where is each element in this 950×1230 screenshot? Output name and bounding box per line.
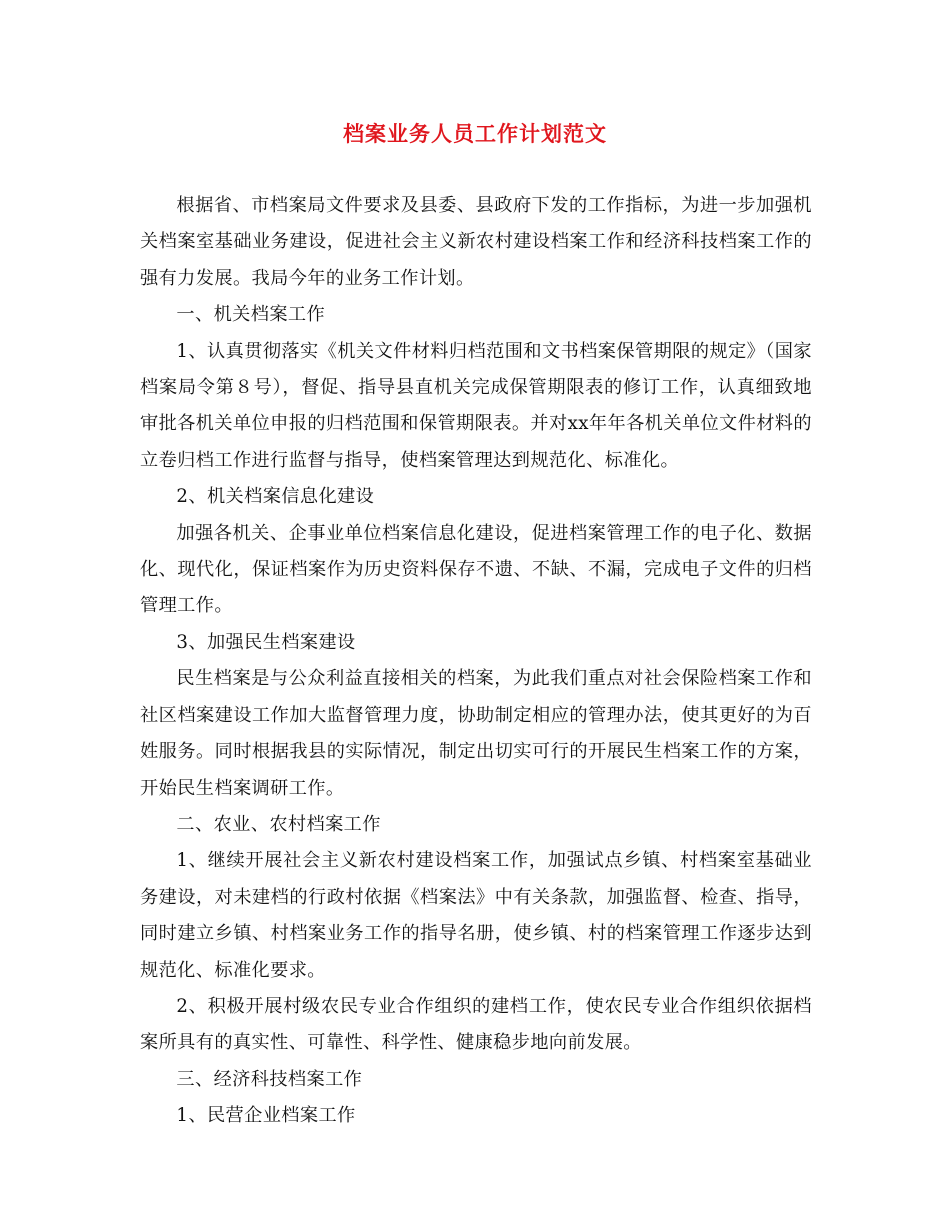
- paragraph-2-1: 1、继续开展社会主义新农村建设档案工作，加强试点乡镇、村档案室基础业务建设，对未建档的行政村依据《档案法》中有关条款，加强监督、检查、指导，同时建立乡镇、村档案业务工作的指导名册，使乡镇、村的档案管理工作逐步达到规范化、标准化要求。: [140, 850, 812, 981]
- paragraph-1-1: 1、认真贯彻落实《机关文件材料归档范围和文书档案保管期限的规定》（国家档案局令第８号），督促、指导县直机关完成保管期限表的修订工作，认真细致地审批各机关单位申报的归档范围和保管期限表。并对xx年年各机关单位文件材料的立卷归档工作进行监督与指导，使档案管理达到规范化、标准化。: [140, 340, 812, 471]
- section-heading-3: 三、经济科技档案工作: [176, 1068, 363, 1090]
- paragraph-1-2: 加强各机关、企事业单位档案信息化建设，促进档案管理工作的电子化、数据化、现代化，保证档案作为历史资料保存不遗、不缺、不漏，完成电子文件的归档管理工作。: [140, 522, 812, 617]
- paragraph-intro: 根据省、市档案局文件要求及县委、县政府下发的工作指标，为进一步加强机关档案室基础业务建设，促进社会主义新农村建设档案工作和经济科技档案工作的强有力发展。我局今年的业务工作计划。: [140, 195, 812, 289]
- subheading-3-1: 1、民营企业档案工作: [176, 1105, 356, 1127]
- paragraph-2-2: 2、积极开展村级农民专业合作组织的建档工作，使农民专业合作组织依据档案所具有的真实性、可靠性、科学性、健康稳步地向前发展。: [140, 995, 812, 1054]
- document-body: [140, 188, 812, 1135]
- section-heading-1: 一、机关档案工作: [176, 304, 326, 326]
- subheading-1-3: 3、加强民生档案建设: [176, 631, 356, 653]
- section-heading-2: 二、农业、农村档案工作: [176, 813, 381, 835]
- subheading-1-2: 2、机关档案信息化建设: [176, 486, 375, 508]
- paragraph-1-3: 民生档案是与公众利益直接相关的档案，为此我们重点对社会保险档案工作和社区档案建设工作加大监督管理力度，协助制定相应的管理办法，使其更好的为百姓服务。同时根据我县的实际情况，制定出切实可行的开展民生档案工作的方案，开始民生档案调研工作。: [140, 668, 812, 799]
- document-title: 档案业务人员工作计划范文: [343, 122, 607, 146]
